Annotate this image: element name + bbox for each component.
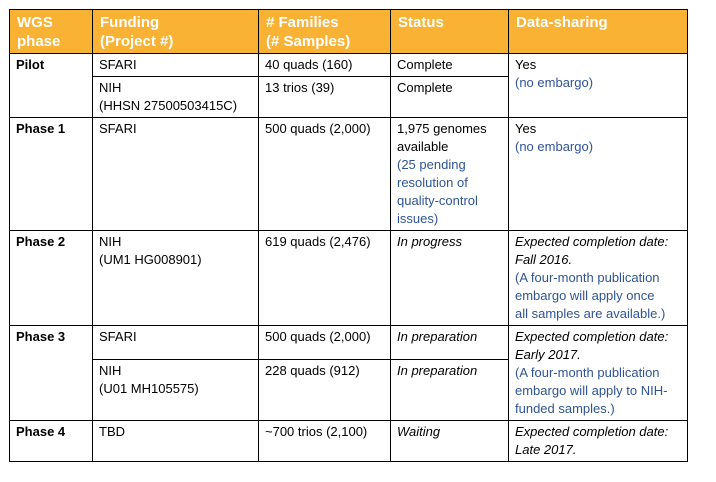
header-wgs-phase: WGS phase — [10, 10, 93, 54]
data-sharing-cell: Yes (no embargo) — [509, 54, 688, 118]
table-row — [10, 326, 688, 360]
families-cell: 228 quads (912) — [259, 360, 391, 421]
funding-cell: NIH (UM1 HG008901) — [93, 231, 259, 326]
funding-cell: SFARI — [93, 54, 259, 77]
table-row — [10, 231, 688, 326]
phase-cell-phase-4: Phase 4 — [10, 421, 93, 462]
data-sharing-cell: Expected completion date: Fall 2016. (A four-month publication embargo will apply once all samples are available.) — [509, 231, 688, 326]
status-cell: 1,975 genomes available (25 pending resolution of quality-control issues) — [391, 118, 509, 231]
header-funding: Funding (Project #) — [93, 10, 259, 54]
table-row — [10, 118, 688, 231]
status-cell: In preparation — [391, 326, 509, 360]
phase-cell-phase-1: Phase 1 — [10, 118, 93, 231]
phase-cell-phase-2: Phase 2 — [10, 231, 93, 326]
data-sharing-cell: Yes (no embargo) — [509, 118, 688, 231]
status-cell: In preparation — [391, 360, 509, 421]
status-cell: In progress — [391, 231, 509, 326]
status-cell: Waiting — [391, 421, 509, 462]
funding-cell: TBD — [93, 421, 259, 462]
funding-cell: NIH (U01 MH105575) — [93, 360, 259, 421]
data-sharing-cell: Expected completion date: Early 2017. (A four-month publication embargo will apply to NIH- funded samples.) — [509, 326, 688, 421]
families-cell: 500 quads (2,000) — [259, 118, 391, 231]
funding-cell: NIH (HHSN 27500503415C) — [93, 77, 259, 118]
header-families: # Families (# Samples) — [259, 10, 391, 54]
phase-cell-phase-3: Phase 3 — [10, 326, 93, 421]
table-row — [10, 54, 688, 77]
phase-cell-pilot: Pilot — [10, 54, 93, 118]
table-row — [10, 421, 688, 462]
funding-cell: SFARI — [93, 118, 259, 231]
data-sharing-cell: Expected completion date: Late 2017. — [509, 421, 688, 462]
families-cell: 40 quads (160) — [259, 54, 391, 77]
families-cell: ~700 trios (2,100) — [259, 421, 391, 462]
funding-cell: SFARI — [93, 326, 259, 360]
status-cell: Complete — [391, 77, 509, 118]
wgs-phases-table — [9, 9, 688, 462]
families-cell: 619 quads (2,476) — [259, 231, 391, 326]
header-data-sharing: Data-sharing — [509, 10, 688, 54]
families-cell: 13 trios (39) — [259, 77, 391, 118]
header-row — [10, 10, 688, 54]
header-status: Status — [391, 10, 509, 54]
status-cell: Complete — [391, 54, 509, 77]
families-cell: 500 quads (2,000) — [259, 326, 391, 360]
